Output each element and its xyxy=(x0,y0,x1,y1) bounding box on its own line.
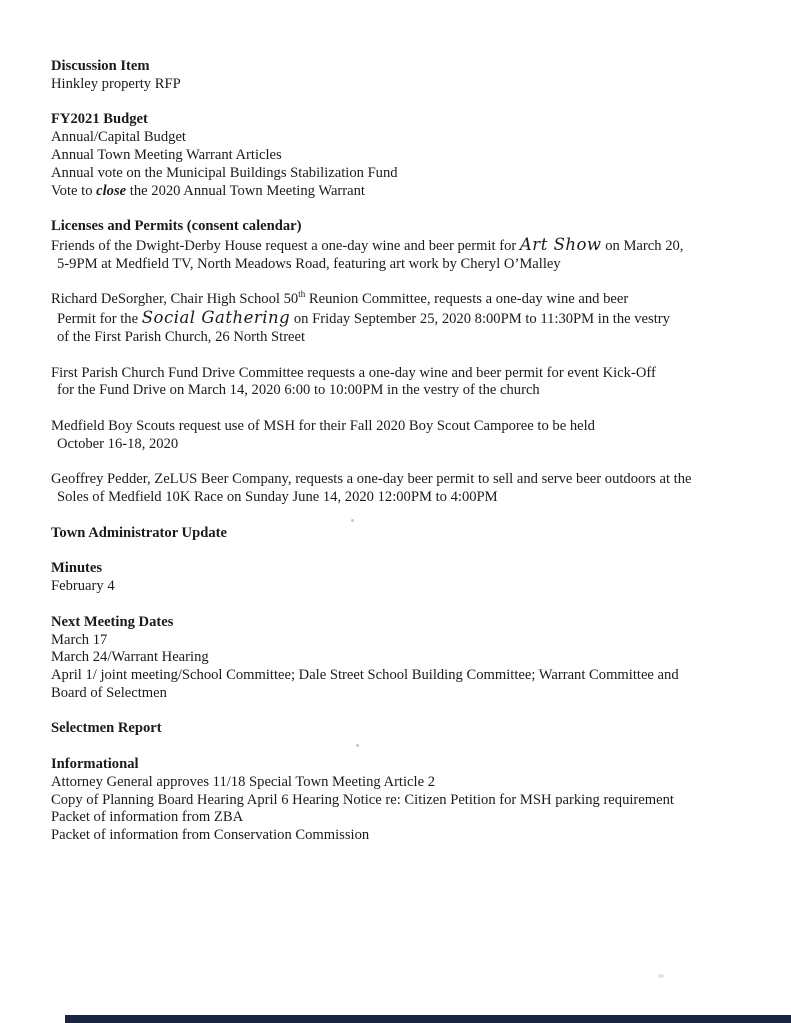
section-heading: FY2021 Budget xyxy=(51,111,148,128)
scan-speck xyxy=(351,519,354,522)
text-line xyxy=(51,809,771,827)
scan-speck xyxy=(356,744,359,747)
paragraph xyxy=(51,774,771,845)
text-segment: Annual/Capital Budget xyxy=(51,129,186,146)
text-segment: March 17 xyxy=(51,631,108,648)
text-segment: First Parish Church Fund Drive Committee requests a one-day wine and beer permit for event Kick-Off xyxy=(51,364,656,381)
text-segment: of the First Parish Church, 26 North Street xyxy=(57,328,306,345)
text-segment: Reunion Committee, requests a one-day wine and beer xyxy=(305,291,629,308)
text-line xyxy=(51,329,771,347)
paragraph xyxy=(51,129,771,200)
text-segment: Richard DeSorgher, Chair High School 50 xyxy=(51,291,299,308)
text-line xyxy=(51,471,771,489)
text-segment: Geoffrey Pedder, ZeLUS Beer Company, requests a one-day beer permit to sell and serve beer outdoors at the xyxy=(51,471,692,488)
text-segment: October 16-18, 2020 xyxy=(57,435,179,452)
scan-speck xyxy=(658,974,664,978)
text-segment: on Friday September 25, 2020 8:00PM to 11:30PM in the vestry xyxy=(290,311,670,328)
text-line xyxy=(51,309,771,329)
paragraph xyxy=(51,291,771,346)
text-segment: Copy of Planning Board Hearing April 6 Hearing Notice re: Citizen Petition for MSH parking requirement xyxy=(51,791,674,808)
text-segment: Annual vote on the Municipal Buildings Stabilization Fund xyxy=(51,164,398,181)
section-heading: Licenses and Permits (consent calendar) xyxy=(51,218,302,235)
text-line xyxy=(51,129,771,147)
text-line xyxy=(51,827,771,845)
section-heading: Informational xyxy=(51,756,139,773)
text-segment: Packet of information from Conservation Commission xyxy=(51,827,370,844)
section-heading: Next Meeting Dates xyxy=(51,613,174,630)
text-line xyxy=(51,649,771,667)
text-line xyxy=(51,792,771,810)
section xyxy=(51,58,771,94)
text-segment: the 2020 Annual Town Meeting Warrant xyxy=(126,182,365,199)
emphasized-text: close xyxy=(96,182,127,199)
text-line xyxy=(51,147,771,165)
section xyxy=(51,720,771,738)
text-line xyxy=(51,382,771,400)
text-line xyxy=(51,489,771,507)
handwritten-text: Art Show xyxy=(519,234,602,254)
text-segment: April 1/ joint meeting/School Committee; Dale Street School Building Committee; Warrant Committee and xyxy=(51,667,679,684)
section xyxy=(51,560,771,596)
text-line xyxy=(51,418,771,436)
text-line xyxy=(51,236,771,256)
document-content xyxy=(51,58,771,863)
section xyxy=(51,218,771,507)
section xyxy=(51,614,771,703)
text-line xyxy=(51,183,771,201)
text-line xyxy=(51,774,771,792)
scan-edge-artifact xyxy=(65,1015,791,1023)
handwritten-text: Social Gathering xyxy=(141,308,291,328)
text-segment: Attorney General approves 11/18 Special Town Meeting Article 2 xyxy=(51,773,435,790)
section xyxy=(51,756,771,845)
text-line xyxy=(51,436,771,454)
text-segment: on March 20, xyxy=(601,237,684,254)
text-line xyxy=(51,667,771,685)
text-segment: 5-9PM at Medfield TV, North Meadows Road, featuring art work by Cheryl O’Malley xyxy=(57,255,561,272)
text-line xyxy=(51,256,771,274)
section-heading: Town Administrator Update xyxy=(51,524,227,541)
paragraph xyxy=(51,236,771,274)
text-segment: Packet of information from ZBA xyxy=(51,809,244,826)
text-line xyxy=(51,165,771,183)
section xyxy=(51,111,771,200)
text-segment: Friends of the Dwight-Derby House request a one-day wine and beer permit for xyxy=(51,237,520,254)
text-segment: February 4 xyxy=(51,578,115,595)
paragraph xyxy=(51,76,771,94)
text-segment: Board of Selectmen xyxy=(51,684,167,701)
text-segment: Medfield Boy Scouts request use of MSH for their Fall 2020 Boy Scout Camporee to be held xyxy=(51,417,595,434)
text-line xyxy=(51,291,771,309)
superscript-text: th xyxy=(298,289,306,300)
section-heading: Minutes xyxy=(51,560,103,577)
paragraph xyxy=(51,418,771,454)
text-segment: for the Fund Drive on March 14, 2020 6:00 to 10:00PM in the vestry of the church xyxy=(57,382,540,399)
text-line xyxy=(51,578,771,596)
section-heading: Selectmen Report xyxy=(51,720,162,737)
text-line xyxy=(51,632,771,650)
text-segment: March 24/Warrant Hearing xyxy=(51,649,209,666)
paragraph xyxy=(51,632,771,703)
paragraph xyxy=(51,578,771,596)
text-segment: Permit for the xyxy=(57,311,142,328)
paragraph xyxy=(51,471,771,507)
text-segment: Soles of Medfield 10K Race on Sunday June 14, 2020 12:00PM to 4:00PM xyxy=(57,489,498,506)
text-segment: Vote to xyxy=(51,182,97,199)
text-segment: Hinkley property RFP xyxy=(51,75,181,92)
text-line xyxy=(51,365,771,383)
section xyxy=(51,525,771,543)
section-heading: Discussion Item xyxy=(51,58,150,74)
paragraph xyxy=(51,365,771,401)
text-segment: Annual Town Meeting Warrant Articles xyxy=(51,146,282,163)
text-line xyxy=(51,76,771,94)
text-line xyxy=(51,685,771,703)
